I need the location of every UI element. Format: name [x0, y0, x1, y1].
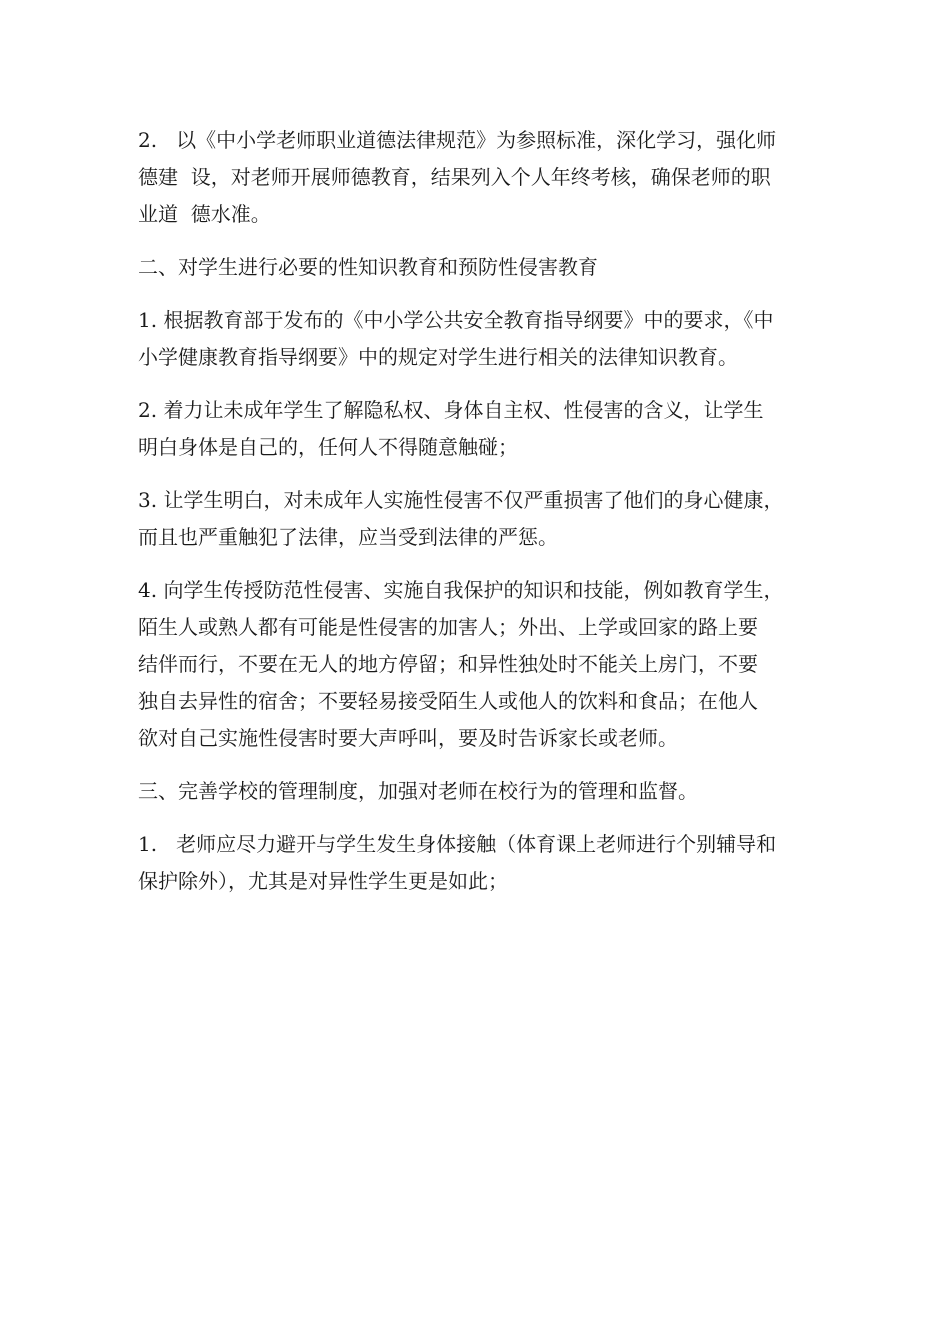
heading-line: 三、完善学校的管理制度，加强对老师在校行为的管理和监督。 — [138, 779, 698, 803]
text-line: 结伴而行，不要在无人的地方停留；和异性独处时不能关上房门，不要 — [138, 652, 758, 676]
text-line: 陌生人或熟人都有可能是性侵害的加害人；外出、上学或回家的路上要 — [138, 615, 758, 639]
paragraph-item-4-self-protection — [138, 572, 828, 757]
text-line: 欲对自己实施性侵害时要大声呼叫，要及时告诉家长或老师。 — [138, 726, 678, 750]
text-line: 业道 德水准。 — [138, 202, 271, 226]
document-body — [138, 122, 828, 916]
text-line: 2. 以《中小学老师职业道德法律规范》为参照标准，深化学习，强化师 — [138, 128, 777, 152]
text-line: 4. 向学生传授防范性侵害、实施自我保护的知识和技能，例如教育学生， — [138, 578, 784, 602]
text-line: 2. 着力让未成年学生了解隐私权、身体自主权、性侵害的含义，让学生 — [138, 398, 764, 422]
text-line: 而且也严重触犯了法律，应当受到法律的严惩。 — [138, 525, 558, 549]
section-heading-3 — [138, 773, 828, 810]
section-heading-2 — [138, 249, 828, 286]
text-line: 保护除外），尤其是对异性学生更是如此； — [138, 869, 508, 893]
paragraph-item-2-teacher-ethics — [138, 122, 828, 233]
paragraph-item-1-physical-contact — [138, 826, 828, 900]
text-line: 1. 老师应尽力避开与学生发生身体接触（体育课上老师进行个别辅导和 — [138, 832, 777, 856]
paragraph-item-2-privacy — [138, 392, 828, 466]
heading-line: 二、对学生进行必要的性知识教育和预防性侵害教育 — [138, 255, 598, 279]
paragraph-item-3-law — [138, 482, 828, 556]
text-line: 德建 设，对老师开展师德教育，结果列入个人年终考核，确保老师的职 — [138, 165, 771, 189]
paragraph-item-1-legal-education — [138, 302, 828, 376]
text-line: 独自去异性的宿舍；不要轻易接受陌生人或他人的饮料和食品；在他人 — [138, 689, 758, 713]
text-line: 明白身体是自己的，任何人不得随意触碰； — [138, 435, 518, 459]
text-line: 3. 让学生明白，对未成年人实施性侵害不仅严重损害了他们的身心健康， — [138, 488, 784, 512]
text-line: 小学健康教育指导纲要》中的规定对学生进行相关的法律知识教育。 — [138, 345, 738, 369]
text-line: 1. 根据教育部于发布的《中小学公共安全教育指导纲要》中的要求，《中 — [138, 308, 774, 332]
